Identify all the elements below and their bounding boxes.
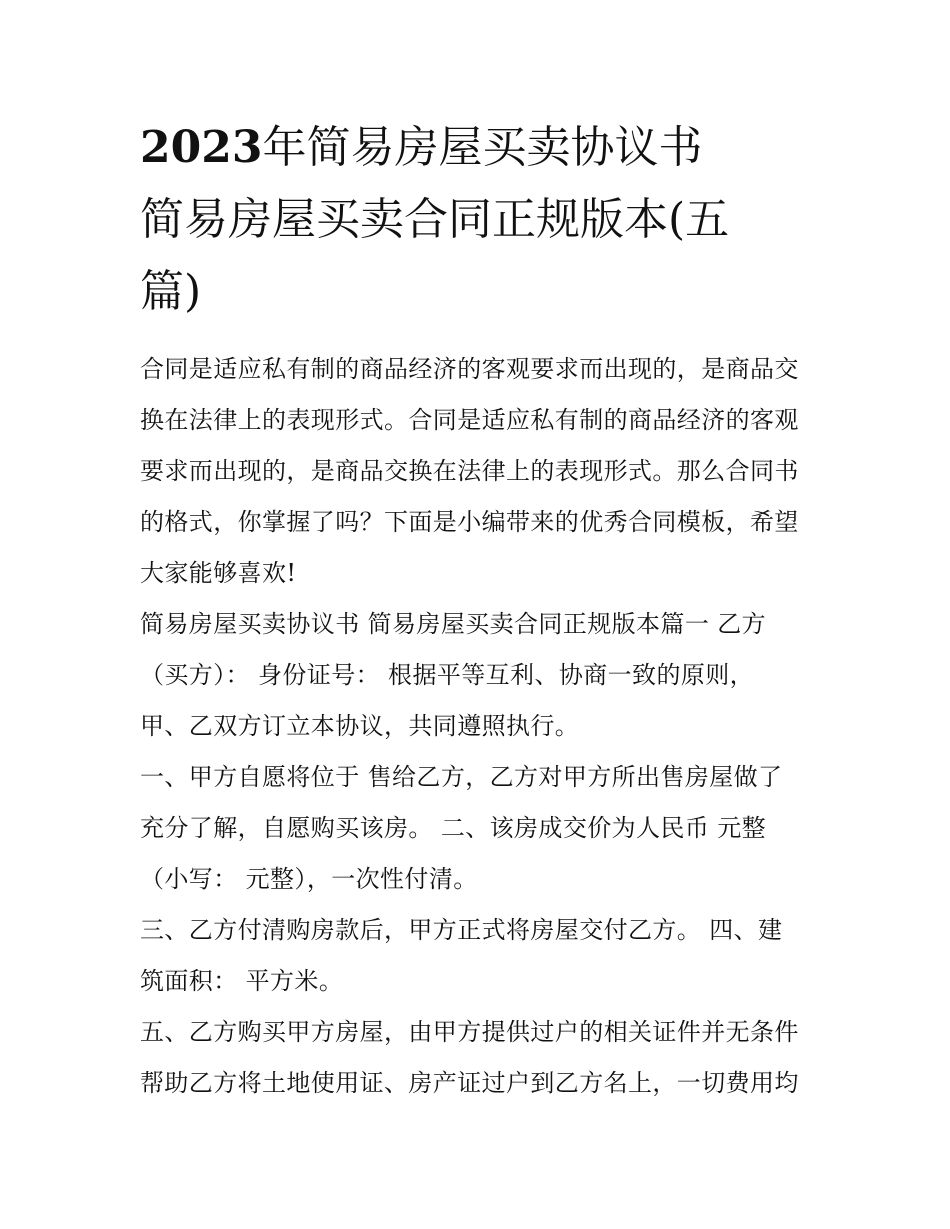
paragraph-line: 换在法律上的表现形式。合同是适应私有制的商品经济的客观 [140,406,799,434]
paragraph-line: 一、甲方自愿将位于 售给乙方，乙方对甲方所出售房屋做了 [140,763,783,791]
paragraph-intro [140,344,820,599]
title-line-3: 篇) [140,266,202,317]
paragraph-line: 三、乙方付清购房款后，甲方正式将房屋交付乙方。 四、建 [140,916,783,944]
title-line-1-text: 年简易房屋买卖协议书 [262,122,703,173]
paragraph-line: 的格式，你掌握了吗？下面是小编带来的优秀合同模板，希望 [140,508,799,536]
paragraph-line: 要求而出现的，是商品交换在法律上的表现形式。那么合同书 [140,457,799,485]
paragraph-clause-5 [140,1007,820,1109]
title-line-2: 简易房屋买卖合同正规版本(五 [140,194,730,245]
document-page [140,112,820,1109]
paragraph-line: 简易房屋买卖协议书 简易房屋买卖合同正规版本篇一 乙方 [140,610,767,638]
paragraph-line: （小写： 元整），一次性付清。 [140,865,478,893]
title-line-1 [140,112,820,184]
paragraph-line: （买方）： 身份证号： 根据平等互利、协商一致的原则， [140,661,755,689]
paragraph-line: 五、乙方购买甲方房屋，由甲方提供过户的相关证件并无条件 [140,1018,799,1046]
title-year: 2023 [140,122,263,173]
document-title [140,112,820,328]
document-body [140,344,820,1109]
paragraph-line: 筑面积： 平方米。 [140,967,344,995]
paragraph-line: 大家能够喜欢! [140,559,297,587]
paragraph-line: 合同是适应私有制的商品经济的客观要求而出现的，是商品交 [140,355,799,383]
paragraph-line: 帮助乙方将土地使用证、房产证过户到乙方名上，一切费用均 [140,1069,799,1097]
paragraph-clause-1-2 [140,752,820,905]
paragraph-line: 甲、乙双方订立本协议，共同遵照执行。 [140,712,580,740]
paragraph-preamble [140,599,820,752]
paragraph-line: 充分了解，自愿购买该房。 二、该房成交价为人民币 元整 [140,814,767,842]
paragraph-clause-3-4 [140,905,820,1007]
